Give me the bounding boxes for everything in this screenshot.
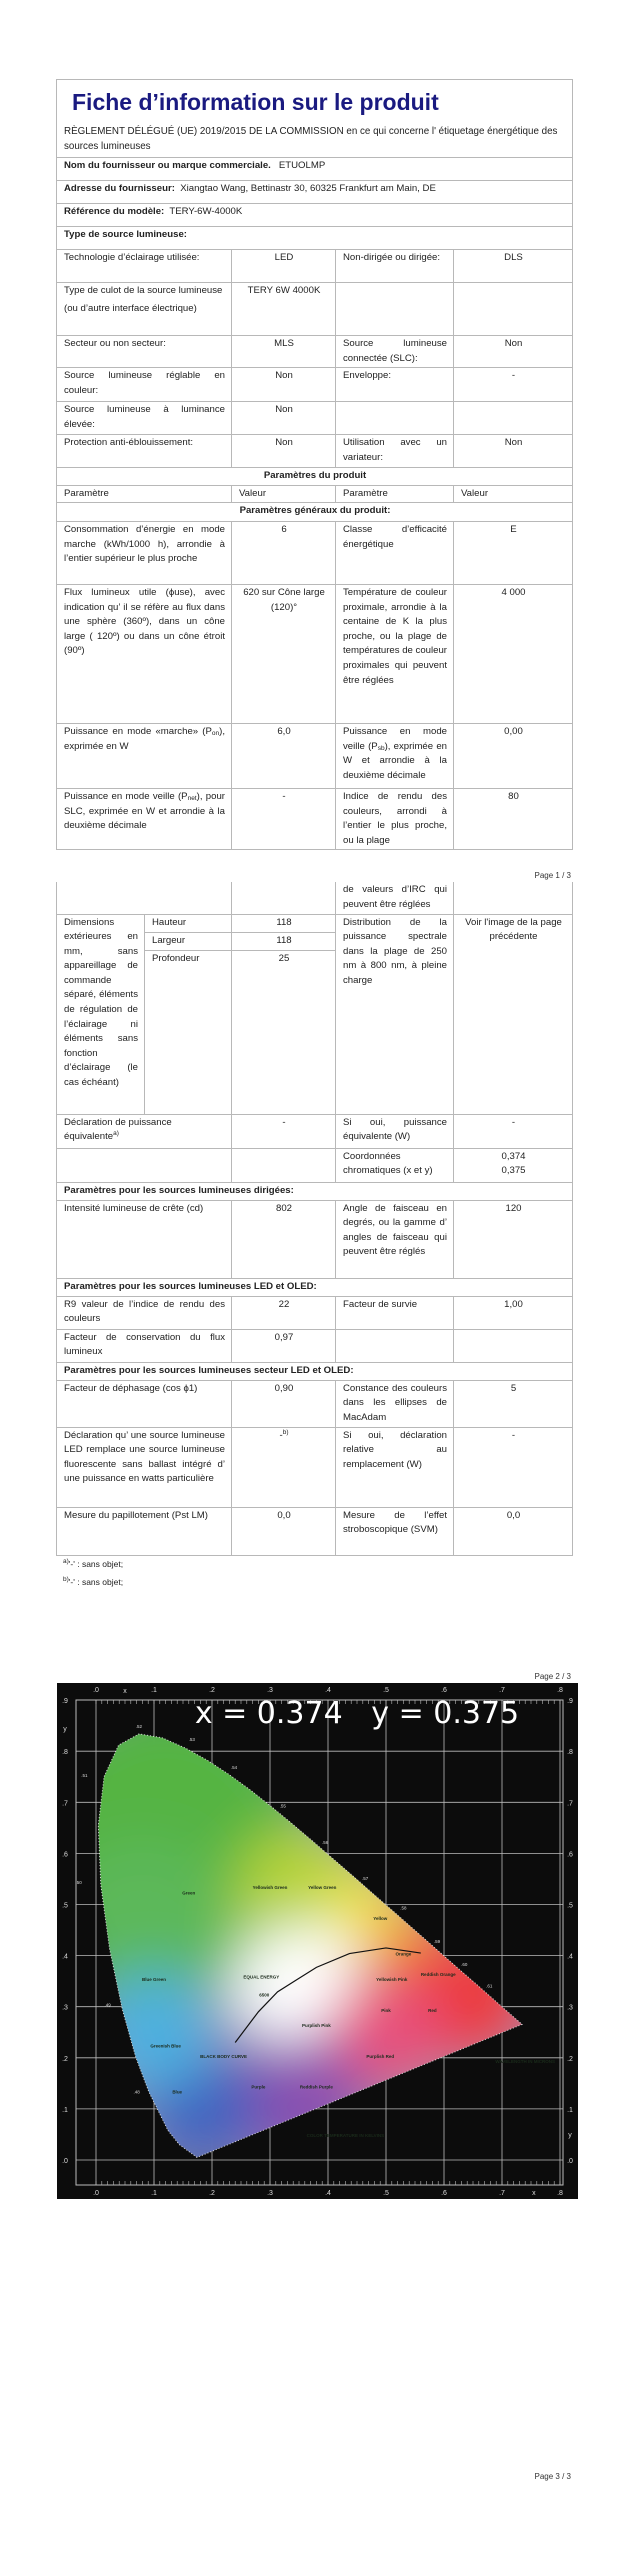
x-tick-label: .5 — [383, 1687, 389, 1694]
empty-cell — [454, 402, 573, 435]
region-label: COLOR TEMPERATURE IN KELVINS — [306, 2133, 385, 2139]
source-label: Technologie d’éclairage utilisée: — [57, 250, 232, 283]
label-text: ), pour SLC, exprimée en W et arrondie à la deuxième décimale — [64, 791, 225, 832]
address-value: Xiangtao Wang, Bettinastr 30, 60325 Frankfurt am Main, DE — [180, 183, 436, 194]
footnote-ref: a) — [113, 1129, 119, 1137]
label-text: Puissance en mode «marche» (P — [64, 726, 212, 737]
supplier-value: ETUOLMP — [278, 160, 326, 171]
param-label: Si oui, puissance équivalente (W) — [336, 1114, 454, 1148]
region-label: Reddish Purple — [299, 2084, 333, 2090]
param-label: Consommation d’énergie en mode marche (kWh/1000 h), arrondie à l’entier supérieur le plus proche — [57, 522, 232, 585]
y-tick-label: .7 — [567, 1800, 573, 1808]
source-label-note: (ou d’autre interface électrique) — [64, 302, 197, 314]
param-value: - — [232, 1114, 336, 1148]
param-label: Indice de rendu des couleurs, arrondi à l’entier le plus proche, ou la plage — [336, 789, 454, 850]
general-params-heading: Paramètres généraux du produit: — [57, 503, 573, 522]
footnote-text: '-' : sans objet; — [68, 1577, 124, 1587]
page-number: Page 1 / 3 — [534, 871, 571, 880]
source-value: MLS — [232, 336, 336, 368]
param-label — [57, 724, 232, 789]
y-tick-label: .4 — [567, 1953, 573, 1961]
region-label: Pink — [381, 2007, 391, 2013]
label-subscript: net — [187, 795, 197, 802]
param-label: Facteur de survie — [336, 1296, 454, 1329]
param-label: Constance des couleurs dans les ellipses de MacAdam — [336, 1380, 454, 1427]
x-tick-label: .1 — [151, 2190, 157, 2197]
label-text: Puissance en mode veille (P — [343, 726, 447, 752]
model-label: Référence du modèle: — [64, 206, 165, 217]
x-axis-label: x — [123, 1688, 127, 1695]
x-tick-label: .7 — [499, 2190, 505, 2197]
label-text: ), exprimée en W — [64, 726, 225, 752]
x-tick-label: .0 — [93, 1687, 99, 1694]
supplier-row — [57, 158, 573, 181]
x-tick-label: .4 — [325, 1687, 331, 1694]
source-label: Source lumineuse réglable en couleur: — [57, 368, 232, 402]
param-value: 0,97 — [232, 1329, 336, 1362]
source-label: Type de culot de la source lumineuse — [64, 285, 223, 296]
column-header-param: Paramètre — [336, 486, 454, 503]
page-title: Fiche d’information sur le produit — [72, 89, 439, 115]
y-tick-label: .9 — [567, 1698, 573, 1706]
model-value: TERY-6W-4000K — [169, 206, 243, 217]
region-label: Yellowish Green — [252, 1885, 288, 1891]
column-header-param: Paramètre — [57, 486, 232, 503]
region-label: BLACK BODY CURVE — [200, 2053, 248, 2059]
param-label: Déclaration qu’ une source lumineuse LED remplace une source lumineuse fluorescente sans ballast intégré d’ une puissance en watts particulière — [57, 1427, 232, 1507]
spd-label: Distribution de la puissance spectrale dans la plage de 250 nm à 800 nm, à pleine charge — [336, 914, 454, 1114]
column-header-value: Valeur — [454, 486, 573, 503]
region-label: Purple — [251, 2084, 266, 2090]
page-number: Page 2 / 3 — [534, 1672, 571, 1681]
param-label — [57, 1114, 232, 1148]
chroma-y: 0,375 — [501, 1165, 526, 1177]
region-label: 6500 — [259, 1992, 270, 1998]
source-label: Non-dirigée ou dirigée: — [336, 250, 454, 283]
wavelength-label: .53 — [188, 1736, 195, 1742]
label-text: Déclaration de puissance équivalente — [64, 1116, 172, 1143]
wavelength-label: .61 — [486, 1983, 493, 1989]
wavelength-label: .56 — [321, 1840, 329, 1846]
address-row — [57, 181, 573, 204]
spd-value: Voir l'image de la page précédente — [454, 914, 573, 1114]
product-info-table-page1 — [56, 79, 573, 850]
source-label: Source lumineuse à luminance élevée: — [57, 402, 232, 435]
region-label: Greenish Blue — [150, 2043, 181, 2049]
wavelength-label: .52 — [135, 1724, 143, 1730]
region-label: Red — [428, 2007, 437, 2013]
empty-cell — [232, 1148, 336, 1182]
param-value-cell — [232, 1427, 336, 1507]
wavelength-label: .60 — [461, 1961, 468, 1967]
param-value: E — [454, 522, 573, 585]
color-region — [276, 1926, 356, 2006]
region-label: WAVELENGTH IN MICRONS — [495, 2058, 556, 2064]
source-label: Enveloppe: — [336, 368, 454, 402]
param-label: R9 valeur de l’indice de rendu des couleurs — [57, 1296, 232, 1329]
param-value: 5 — [454, 1380, 573, 1427]
param-value: - — [454, 1427, 573, 1507]
x-tick-label: .5 — [383, 2190, 389, 2197]
param-label: Température de couleur proximale, arrondie à la centaine de K la plus proche, ou la plage de températures de couleur proximales qui peuvent être réglées — [336, 585, 454, 724]
dimensions-label: Dimensions extérieures en mm, sans appareillage de commande séparé, éléments de régulation de l’éclairage ni éléments sans fonction d’éclairage (le cas échéant) — [57, 914, 145, 1114]
y-tick-label: .9 — [62, 1698, 68, 1706]
param-value: 0,0 — [232, 1507, 336, 1555]
region-label: Yellow — [373, 1915, 388, 1921]
label-text: Puissance en mode veille (P — [64, 791, 188, 802]
x-tick-label: .6 — [441, 1687, 447, 1694]
supplier-label: Nom du fournisseur ou marque commerciale. — [64, 160, 271, 171]
region-label: EQUAL ENERGY — [243, 1974, 280, 1980]
param-value: 0,90 — [232, 1380, 336, 1427]
wavelength-label: .59 — [433, 1938, 441, 1944]
param-value: 120 — [454, 1200, 573, 1278]
directed-heading: Paramètres pour les sources lumineuses dirigées: — [57, 1182, 573, 1200]
wavelength-label: .49 — [104, 2002, 111, 2008]
source-value: - — [454, 368, 573, 402]
y-tick-label: .3 — [567, 2004, 573, 2012]
regulation-text: RÈGLEMENT DÉLÉGUÉ (UE) 2019/2015 DE LA COMMISSION en ce qui concerne l' étiquetage énergétique des sources lumineuses — [64, 126, 558, 152]
source-value: TERY 6W 4000K — [232, 283, 336, 336]
y-tick-label: .6 — [567, 1851, 573, 1859]
param-value: 0,00 — [454, 724, 573, 789]
footnote-ref: b) — [282, 1428, 289, 1436]
empty-cell — [454, 1329, 573, 1362]
y-axis-label: y — [568, 2132, 572, 2140]
region-label: Blue Green — [141, 1977, 167, 1983]
region-label: Yellow Green — [308, 1885, 337, 1891]
model-row — [57, 204, 573, 227]
empty-cell — [57, 882, 232, 914]
param-value: - — [279, 1429, 283, 1441]
wavelength-label: .57 — [361, 1875, 369, 1881]
x-tick-label: .2 — [209, 1687, 215, 1694]
y-tick-label: .5 — [62, 1902, 68, 1910]
param-label-continued: de valeurs d’IRC qui peuvent être réglées — [336, 882, 454, 914]
label-subscript: on — [211, 730, 220, 737]
param-value: 6 — [232, 522, 336, 585]
x-tick-label: .3 — [267, 1687, 273, 1694]
x-tick-label: .2 — [209, 2190, 215, 2197]
dimension-value: 25 — [232, 950, 336, 1114]
x-tick-label: .6 — [441, 2190, 447, 2197]
param-label: Intensité lumineuse de crête (cd) — [57, 1200, 232, 1278]
param-label: Facteur de conservation du flux lumineux — [57, 1329, 232, 1362]
empty-cell — [336, 283, 454, 336]
empty-cell — [454, 283, 573, 336]
param-label: Classe d’efficacité énergétique — [336, 522, 454, 585]
y-axis-label: y — [63, 1725, 67, 1733]
region-label: Blue — [172, 2089, 183, 2095]
x-tick-label: .1 — [151, 1687, 157, 1694]
source-value: DLS — [454, 250, 573, 283]
x-tick-label: .0 — [93, 2190, 99, 2197]
region-label: Purplish Red — [366, 2053, 395, 2059]
label-text: ), exprimée en W et arrondie à la deuxième décimale — [343, 740, 447, 781]
param-label: Facteur de déphasage (cos ϕ1) — [57, 1380, 232, 1427]
param-label — [336, 724, 454, 789]
param-value: 4 000 — [454, 585, 573, 724]
footnote — [63, 1559, 123, 1569]
wavelength-label: .51 — [81, 1772, 88, 1778]
source-value: Non — [232, 435, 336, 468]
label-subscript: sb — [377, 744, 385, 752]
param-value: 802 — [232, 1200, 336, 1278]
y-tick-label: .5 — [567, 1902, 573, 1910]
chroma-x: 0,374 — [501, 1150, 526, 1162]
param-value: 22 — [232, 1296, 336, 1329]
x-tick-label: .4 — [325, 2190, 331, 2197]
y-tick-label: .1 — [567, 2106, 573, 2114]
param-value: 620 sur Cône large (120)° — [232, 585, 336, 724]
product-info-table-page2 — [56, 882, 573, 1556]
x-tick-label: .3 — [267, 2190, 273, 2197]
page-number: Page 3 / 3 — [534, 2472, 571, 2481]
param-value: - — [454, 1114, 573, 1148]
param-label — [57, 789, 232, 850]
empty-cell — [57, 1148, 232, 1182]
source-label-cell — [57, 283, 232, 336]
param-label: Angle de faisceau en degrés, ou la gamme d’ angles de faisceau qui peuvent être réglés — [336, 1200, 454, 1278]
y-tick-label: .8 — [62, 1749, 68, 1757]
dimension-label: Hauteur — [145, 914, 232, 932]
source-value: Non — [232, 402, 336, 435]
x-axis-label: x — [532, 2190, 536, 2197]
empty-cell — [336, 402, 454, 435]
mains-heading: Paramètres pour les sources lumineuses secteur LED et OLED: — [57, 1362, 573, 1380]
params-heading: Paramètres du produit — [57, 468, 573, 486]
empty-cell — [232, 882, 336, 914]
dimension-value: 118 — [232, 914, 336, 932]
footnote-mark: b) — [63, 1576, 69, 1584]
chromaticity-values — [454, 1148, 573, 1182]
y-tick-label: .1 — [62, 2106, 68, 2114]
empty-cell — [336, 1329, 454, 1362]
dimension-label: Largeur — [145, 932, 232, 950]
param-value: - — [232, 789, 336, 850]
param-label: Si oui, déclaration relative au remplacement (W) — [336, 1427, 454, 1507]
footnote-text: '-' : sans objet; — [68, 1559, 124, 1569]
x-tick-label: .7 — [499, 1687, 505, 1694]
footnote — [63, 1577, 123, 1587]
y-tick-label: .3 — [62, 2004, 68, 2012]
wavelength-label: .48 — [133, 2089, 140, 2095]
footnote-mark: a) — [63, 1558, 69, 1566]
param-value: 6,0 — [232, 724, 336, 789]
region-label: Yellowish Pink — [376, 1977, 408, 1983]
region-label: Purplish Pink — [302, 2023, 331, 2029]
y-tick-label: .0 — [567, 2158, 573, 2165]
y-tick-label: .7 — [62, 1800, 68, 1808]
cie-chromaticity-chart — [57, 1683, 578, 2199]
y-tick-label: .0 — [62, 2158, 68, 2165]
source-label: Utilisation avec un variateur: — [336, 435, 454, 468]
source-value: Non — [454, 336, 573, 368]
param-value: 0,0 — [454, 1507, 573, 1555]
param-label: Flux lumineux utile (ϕuse), avec indication qu’ il se réfère au flux dans une sphère (360º), dans un cône large ( 120º) ou dans un cône étroit (90º) — [57, 585, 232, 724]
empty-cell — [454, 882, 573, 914]
source-value: Non — [454, 435, 573, 468]
wavelength-label: .55 — [279, 1803, 286, 1809]
source-label: Secteur ou non secteur: — [57, 336, 232, 368]
source-label: Protection anti-éblouissement: — [57, 435, 232, 468]
param-label: Mesure du papillotement (Pst LM) — [57, 1507, 232, 1555]
region-label: Orange — [395, 1951, 412, 1957]
y-tick-label: .6 — [62, 1851, 68, 1859]
y-tick-label: .2 — [62, 2055, 68, 2063]
dimension-label: Profondeur — [145, 950, 232, 1114]
param-label: Coordonnées chromatiques (x et y) — [336, 1148, 454, 1182]
source-type-heading: Type de source lumineuse: — [57, 227, 573, 250]
region-label: Green — [182, 1890, 196, 1896]
led-heading: Paramètres pour les sources lumineuses LED et OLED: — [57, 1278, 573, 1296]
y-tick-label: .2 — [567, 2055, 573, 2063]
param-label: Mesure de l’effet stroboscopique (SVM) — [336, 1507, 454, 1555]
source-value: Non — [232, 368, 336, 402]
x-tick-label: .8 — [557, 1687, 563, 1694]
wavelength-label: .58 — [400, 1905, 407, 1911]
source-label: Source lumineuse connectée (SLC): — [336, 336, 454, 368]
column-header-value: Valeur — [232, 486, 336, 503]
wavelength-label: .50 — [75, 1880, 82, 1886]
y-tick-label: .8 — [567, 1749, 573, 1757]
header-cell — [57, 80, 573, 158]
source-value: LED — [232, 250, 336, 283]
x-tick-label: .8 — [557, 2190, 563, 2197]
wavelength-label: .54 — [230, 1765, 238, 1771]
address-label: Adresse du fournisseur: — [64, 183, 175, 194]
param-value: 1,00 — [454, 1296, 573, 1329]
dimension-value: 118 — [232, 932, 336, 950]
param-value: 80 — [454, 789, 573, 850]
chart-title: x = 0.374 y = 0.375 — [194, 1696, 520, 1731]
region-label: Reddish Orange — [420, 1972, 456, 1978]
y-tick-label: .4 — [62, 1953, 68, 1961]
